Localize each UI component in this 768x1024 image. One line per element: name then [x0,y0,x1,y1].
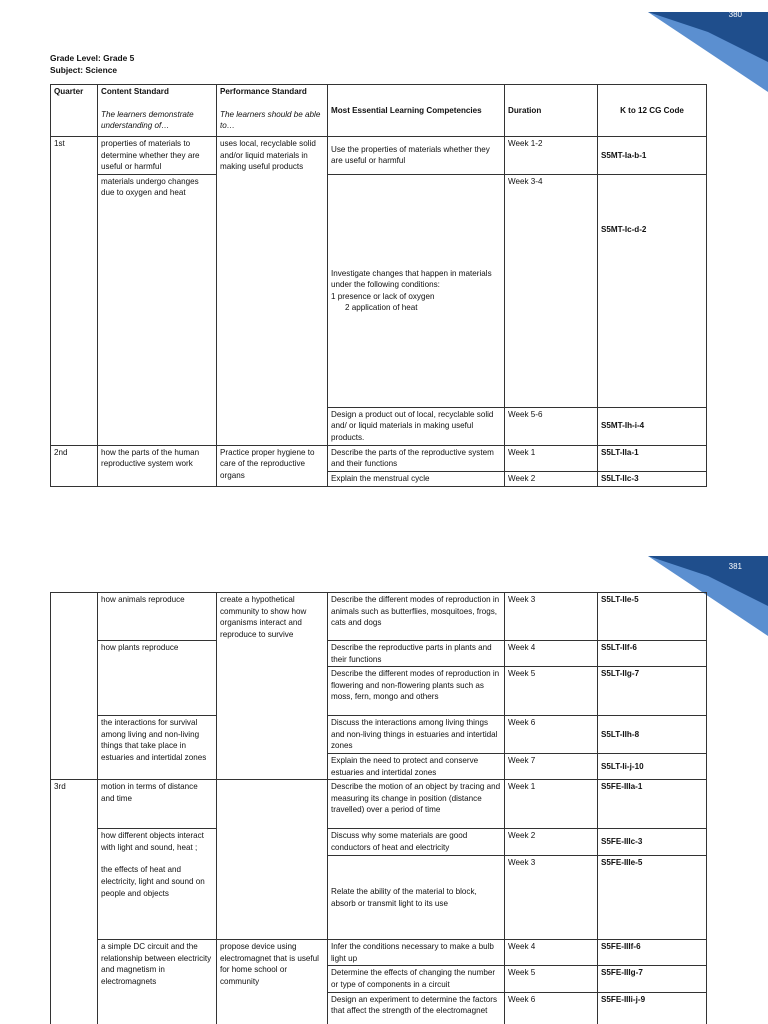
curriculum-table-continued [50,592,707,1024]
quarter-cell [51,593,98,780]
melc-cell: Describe the motion of an object by tracing and measuring its change in position (distance travelled) over a period of time [328,780,505,829]
melc-text: Investigate changes that happen in materials under the following conditions: [331,268,492,290]
duration-cell: Week 5-6 [505,407,598,445]
melc-text: 1 presence or lack of oxygen [331,291,435,301]
content-cell: materials undergo changes due to oxygen and heat [98,174,217,445]
page-number: 381 [728,562,742,571]
melc-cell: Describe the different modes of reproduction in flowering and non-flowering plants such as moss, fern, mongo and others [328,667,505,716]
content-cell [98,829,217,940]
header-content-label: Content Standard [101,87,169,96]
table-row [51,137,707,175]
header-performance-sub: The learners should be able to… [220,109,321,131]
header-melc: Most Essential Learning Competencies [328,85,505,137]
quarter-cell: 1st [51,137,98,446]
melc-cell: Describe the reproductive parts in plants and their functions [328,641,505,667]
content-cell: a simple DC circuit and the relationship between electricity and magnetism in electromagnets [98,940,217,1024]
content-cell: how plants reproduce [98,641,217,716]
page-gap [0,504,768,552]
performance-cell: propose device using electromagnet that is useful for home school or community [217,940,328,1024]
header-performance-standard [217,85,328,137]
melc-cell: Explain the menstrual cycle [328,471,505,486]
duration-cell: Week 7 [505,753,598,779]
code-cell: S5LT-Ii-j-10 [598,753,707,779]
header-content-standard [98,85,217,137]
content-cell: how the parts of the human reproductive system work [98,445,217,486]
code-cell: S5FE-IIIc-3 [598,829,707,856]
performance-cell [217,780,328,940]
code-cell: S5LT-IIa-1 [598,445,707,471]
code-cell: S5MT-Ia-b-1 [598,137,707,175]
duration-cell: Week 1 [505,780,598,829]
code-text: S5MT-Ic-d-2 [601,224,647,234]
melc-cell [328,174,505,407]
duration-cell: Week 4 [505,641,598,667]
melc-text: 2 application of heat [345,303,418,313]
quarter-cell: 2nd [51,445,98,486]
content-cell: how animals reproduce [98,593,217,641]
code-cell: S5LT-IIf-6 [598,641,707,667]
duration-cell: Week 3 [505,856,598,940]
code-cell: S5FE-IIIa-1 [598,780,707,829]
melc-cell: Use the properties of materials whether they are useful or harmful [328,137,505,175]
duration-cell: Week 3-4 [505,174,598,407]
header-content-sub: The learners demonstrate understanding of… [101,109,194,131]
table-row [51,829,707,856]
code-cell: S5LT-IIh-8 [598,716,707,754]
header-code: K to 12 CG Code [598,85,707,137]
melc-cell: Describe the different modes of reproduction in animals such as butterflies, mosquitoes, frogs, cats and dogs [328,593,505,641]
performance-cell: uses local, recyclable solid and/or liquid materials in making useful products [217,137,328,446]
code-cell: S5FE-IIIg-7 [598,966,707,992]
table-row [51,593,707,641]
curriculum-table [50,84,707,487]
table-row [51,780,707,829]
content-cell: the interactions for survival among living and non-living things that take place in estuaries and intertidal zones [98,716,217,780]
duration-cell: Week 2 [505,829,598,856]
quarter-cell: 3rd [51,780,98,1024]
performance-cell: Practice proper hygiene to care of the reproductive organs [217,445,328,486]
duration-cell: Week 2 [505,471,598,486]
melc-cell: Relate the ability of the material to block, absorb or transmit light to its use [328,856,505,940]
table-row [51,641,707,667]
melc-cell: Design an experiment to determine the factors that affect the strength of the electromagnet [328,992,505,1024]
melc-cell: Discuss the interactions among living things and non-living things in estuaries and intertidal zones [328,716,505,754]
duration-cell: Week 5 [505,667,598,716]
code-cell [598,174,707,407]
table-row [51,716,707,754]
melc-cell: Describe the parts of the reproductive system and their functions [328,445,505,471]
content-text: how different objects interact with light and sound, heat ; [101,831,204,852]
melc-cell: Design a product out of local, recyclable solid and/ or liquid materials in making useful products. [328,407,505,445]
header-quarter: Quarter [51,85,98,137]
duration-cell: Week 6 [505,716,598,754]
page-380 [0,0,768,504]
code-cell: S5MT-Ih-i-4 [598,407,707,445]
code-cell: S5LT-IIg-7 [598,667,707,716]
melc-cell: Determine the effects of changing the number or type of components in a circuit [328,966,505,992]
table-header-row [51,85,707,137]
duration-cell: Week 5 [505,966,598,992]
melc-cell: Explain the need to protect and conserve estuaries and intertidal zones [328,753,505,779]
header-performance-label: Performance Standard [220,87,307,96]
page-corner-decoration [648,12,768,92]
header-duration: Duration [505,85,598,137]
page-381 [0,552,768,1024]
performance-cell: create a hypothetical community to show how organisms interact and reproduce to survive [217,593,328,780]
document-meta [50,52,134,76]
content-cell: properties of materials to determine whether they are useful or harmful [98,137,217,175]
page-number: 380 [728,10,742,19]
melc-cell: Discuss why some materials are good conductors of heat and electricity [328,829,505,856]
subject: Subject: Science [50,65,118,75]
code-cell: S5FE-IIIe-5 [598,856,707,940]
table-row [51,445,707,471]
melc-cell: Infer the conditions necessary to make a bulb light up [328,940,505,966]
code-cell: S5LT-IIe-5 [598,593,707,641]
duration-cell: Week 1-2 [505,137,598,175]
duration-cell: Week 3 [505,593,598,641]
duration-cell: Week 1 [505,445,598,471]
content-text: the effects of heat and electricity, light and sound on people and objects [101,865,205,898]
content-cell: motion in terms of distance and time [98,780,217,829]
duration-cell: Week 4 [505,940,598,966]
code-cell: S5FE-IIIi-j-9 [598,992,707,1024]
table-row [51,940,707,966]
table-row [51,174,707,407]
duration-cell: Week 6 [505,992,598,1024]
code-cell: S5FE-IIIf-6 [598,940,707,966]
grade-level: Grade Level: Grade 5 [50,53,135,63]
code-cell: S5LT-IIc-3 [598,471,707,486]
